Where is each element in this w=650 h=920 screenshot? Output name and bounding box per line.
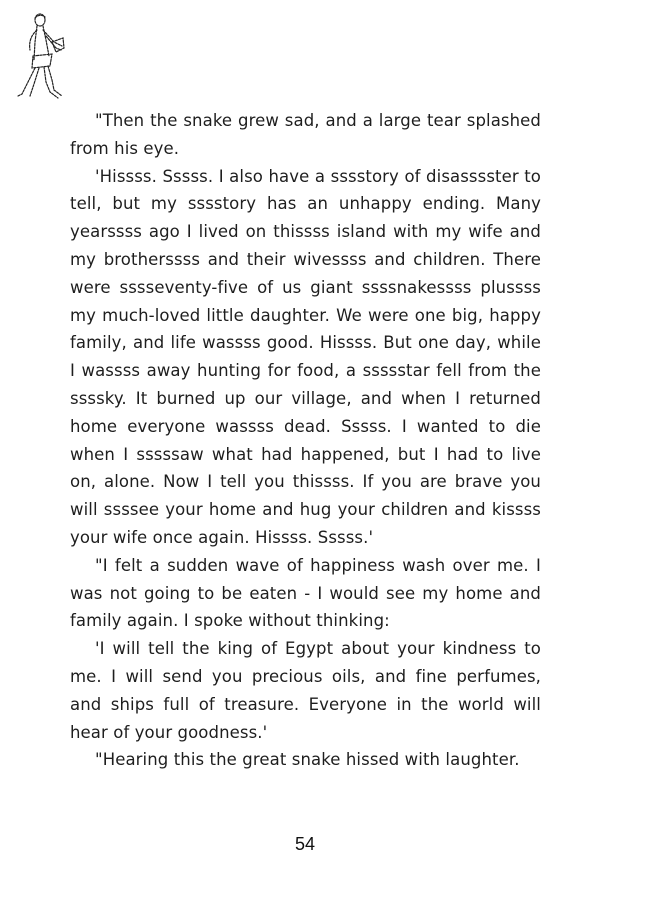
- story-text: [70, 107, 541, 774]
- paragraph: 'Hissss. Sssss. I also have a sssstory of disasssster to tell, but my sssstory has an unhappy ending. Many yearssss ago I lived on thissss island with my wife and my brotherssss and their wivessss and children. There were sssseventy-five of us giant ssssnakessss plussss my much-loved little daughter. We were one big, happy family, and life wassss good. Hissss. But one day, while I wassss away hunting for food, a ssssstar fell from the ssssky. It burned up our village, and when I returned home everyone wassss dead. Sssss. I wanted to die when I sssssaw what had happened, but I had to live on, alone. Now I tell you thissss. If you are brave you will ssssee your home and hug your children and kissss your wife once again. Hissss. Sssss.': [70, 166, 541, 547]
- page-number: 54: [294, 834, 316, 854]
- paragraph: 'I will tell the king of Egypt about your kindness to me. I will send you precious oils, and fine perfumes, and ships full of treasure. Everyone in the world will hear of your goodness.': [70, 639, 541, 742]
- paragraph: "Hearing this the great snake hissed with laughter.: [95, 750, 520, 770]
- paragraph: "I felt a sudden wave of happiness wash over me. I was not going to be eaten - I would see my home and family again. I spoke without thinking:: [70, 555, 541, 631]
- egyptian-figure-icon: [16, 12, 66, 100]
- paragraph: "Then the snake grew sad, and a large tear splashed from his eye.: [70, 111, 541, 158]
